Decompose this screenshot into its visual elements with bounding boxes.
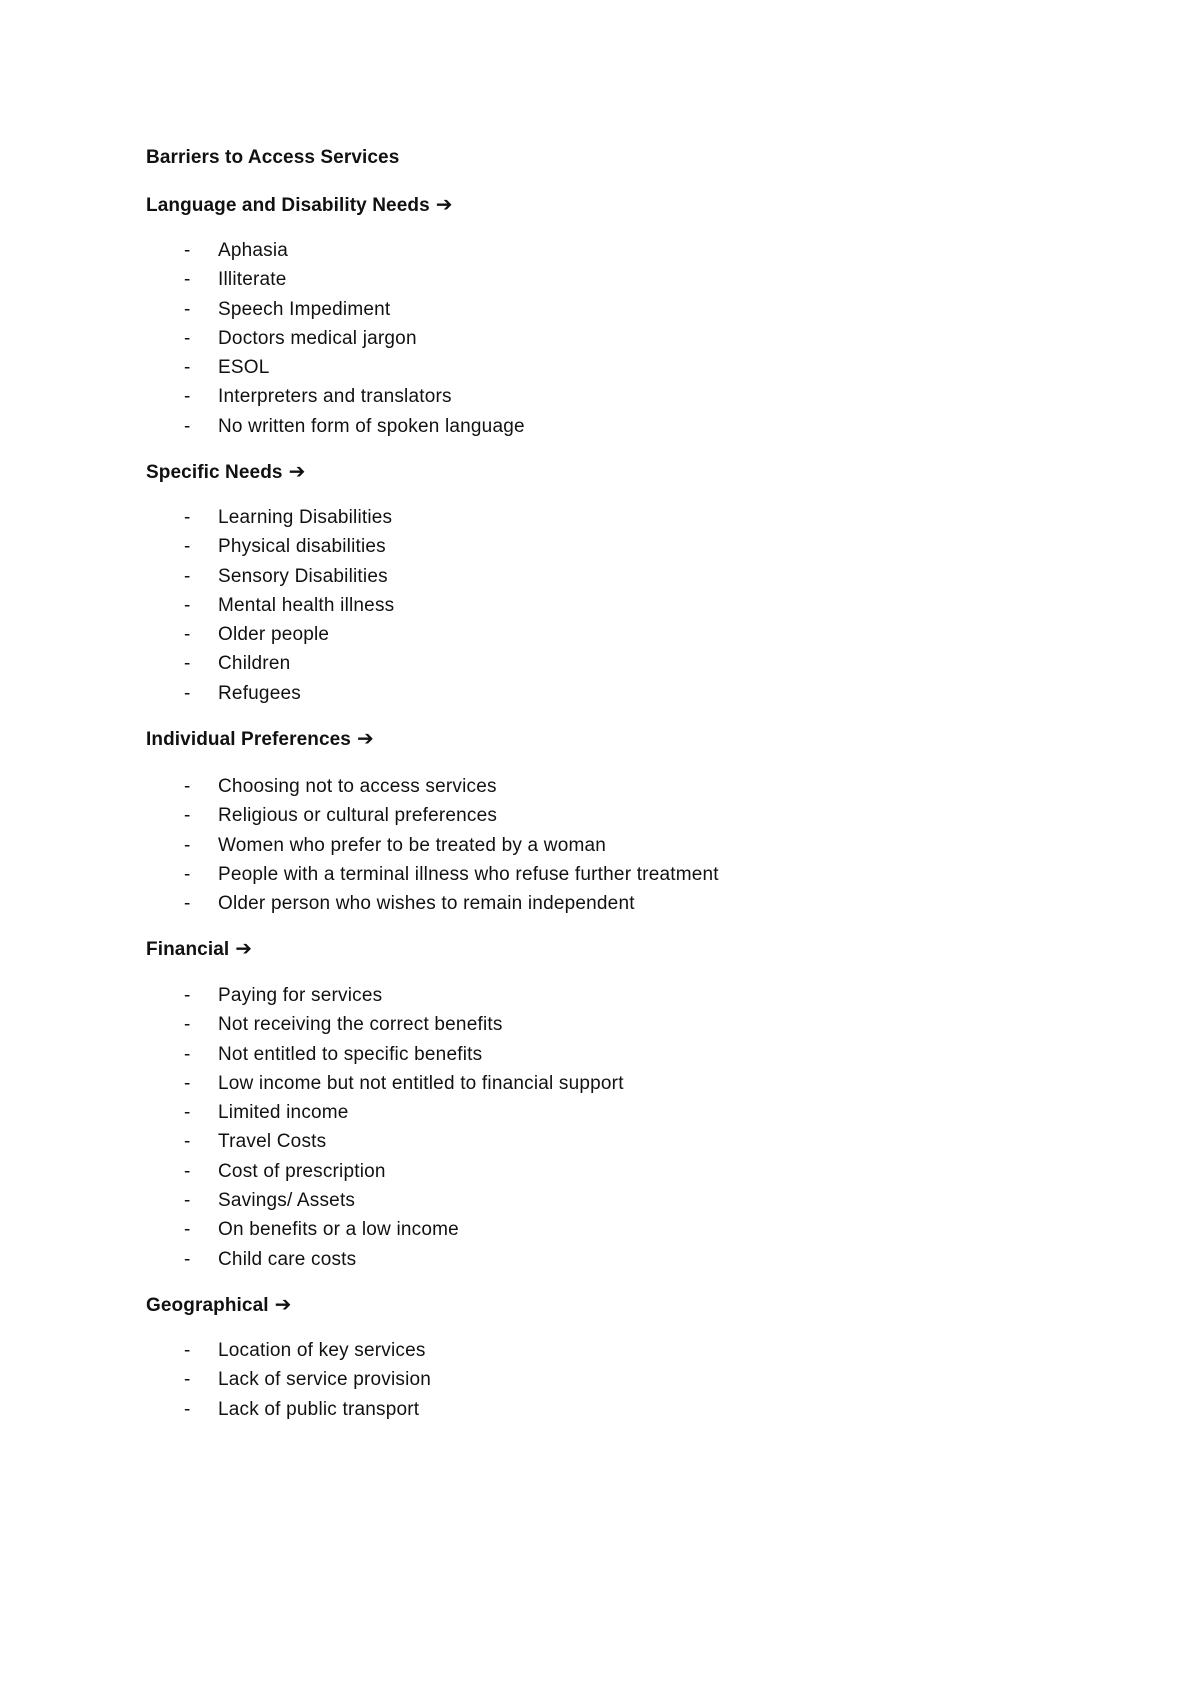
section-heading-individual-preferences xyxy=(146,727,374,752)
dash-bullet: - xyxy=(184,1102,191,1124)
dash-bullet: - xyxy=(184,327,191,349)
dash-bullet: - xyxy=(184,863,191,885)
section-heading-text: Individual Preferences xyxy=(146,729,351,750)
list-item-text: Mental health illness xyxy=(218,594,395,616)
dash-bullet: - xyxy=(184,776,191,797)
dash-bullet: - xyxy=(184,1072,191,1094)
dash-bullet: - xyxy=(184,386,191,408)
list-item-text: Learning Disabilities xyxy=(218,507,393,528)
section-heading-text: Financial xyxy=(146,939,230,960)
list-item-text: Refugees xyxy=(218,682,301,704)
list-item-text: Older people xyxy=(218,624,330,646)
dash-bullet: - xyxy=(184,682,191,704)
dash-bullet: - xyxy=(184,1369,191,1391)
dash-bullet: - xyxy=(184,594,191,616)
dash-bullet: - xyxy=(184,1014,191,1036)
list-item-text: Aphasia xyxy=(218,240,289,261)
dash-bullet: - xyxy=(184,985,191,1006)
dash-bullet: - xyxy=(184,653,191,675)
dash-bullet: - xyxy=(184,1248,191,1270)
list-item-text: People with a terminal illness who refuse further treatment xyxy=(218,863,719,885)
dash-bullet: - xyxy=(184,1043,191,1065)
dash-bullet: - xyxy=(184,357,191,379)
list-item-text: Cost of prescription xyxy=(218,1160,386,1182)
list-item-text: Illiterate xyxy=(218,269,287,291)
right-arrow-icon: ➔ xyxy=(356,728,374,750)
dash-bullet: - xyxy=(184,507,191,528)
dash-bullet: - xyxy=(184,298,191,320)
list-item-text: Lack of service provision xyxy=(218,1369,432,1391)
list-item-text: Limited income xyxy=(218,1102,349,1124)
right-arrow-icon: ➔ xyxy=(435,194,453,216)
list-item-text: Travel Costs xyxy=(218,1131,327,1153)
right-arrow-icon: ➔ xyxy=(288,461,306,483)
dash-bullet: - xyxy=(184,1131,191,1153)
list-item-text: Paying for services xyxy=(218,985,383,1006)
dash-bullet: - xyxy=(184,536,191,558)
section-heading-text: Geographical xyxy=(146,1295,269,1316)
dash-bullet: - xyxy=(184,805,191,827)
right-arrow-icon: ➔ xyxy=(235,938,253,960)
dash-bullet: - xyxy=(184,240,191,261)
dash-bullet: - xyxy=(184,834,191,856)
list-item-text: Physical disabilities xyxy=(218,536,386,558)
right-arrow-icon: ➔ xyxy=(274,1294,292,1316)
list-item-text: Children xyxy=(218,653,291,675)
list-item-text: Choosing not to access services xyxy=(218,776,497,797)
document-title: Barriers to Access Services xyxy=(146,147,400,168)
dash-bullet: - xyxy=(184,1398,191,1420)
section-heading-language-disability xyxy=(146,193,453,218)
list-item-text: Older person who wishes to remain independent xyxy=(218,893,635,915)
dash-bullet: - xyxy=(184,893,191,915)
dash-bullet: - xyxy=(184,269,191,291)
section-heading-geographical xyxy=(146,1293,291,1318)
list-item-text: Lack of public transport xyxy=(218,1398,420,1420)
section-heading-text: Specific Needs xyxy=(146,462,283,483)
list-item-text: Religious or cultural preferences xyxy=(218,805,498,827)
list-item-text: Speech Impediment xyxy=(218,298,391,320)
list-item-text: ESOL xyxy=(218,357,270,379)
list-item-text: Low income but not entitled to financial support xyxy=(218,1072,624,1094)
list-item-text: Child care costs xyxy=(218,1248,357,1270)
dash-bullet: - xyxy=(184,415,191,437)
list-item-text: No written form of spoken language xyxy=(218,415,525,437)
list-item-text: Savings/ Assets xyxy=(218,1190,356,1212)
list-item-text: Not receiving the correct benefits xyxy=(218,1014,503,1036)
list-item-text: On benefits or a low income xyxy=(218,1219,459,1241)
dash-bullet: - xyxy=(184,624,191,646)
list-item-text: Location of key services xyxy=(218,1340,426,1361)
list-item-text: Sensory Disabilities xyxy=(218,565,388,587)
list-item-text: Not entitled to specific benefits xyxy=(218,1043,483,1065)
dash-bullet: - xyxy=(184,1219,191,1241)
section-heading-text: Language and Disability Needs xyxy=(146,195,430,216)
dash-bullet: - xyxy=(184,1340,191,1361)
section-heading-financial xyxy=(146,937,252,962)
list-item-text: Doctors medical jargon xyxy=(218,327,417,349)
dash-bullet: - xyxy=(184,1190,191,1212)
list-item-text: Interpreters and translators xyxy=(218,386,452,408)
dash-bullet: - xyxy=(184,1160,191,1182)
list-item-text: Women who prefer to be treated by a woman xyxy=(218,834,607,856)
dash-bullet: - xyxy=(184,565,191,587)
section-heading-specific-needs xyxy=(146,460,305,485)
